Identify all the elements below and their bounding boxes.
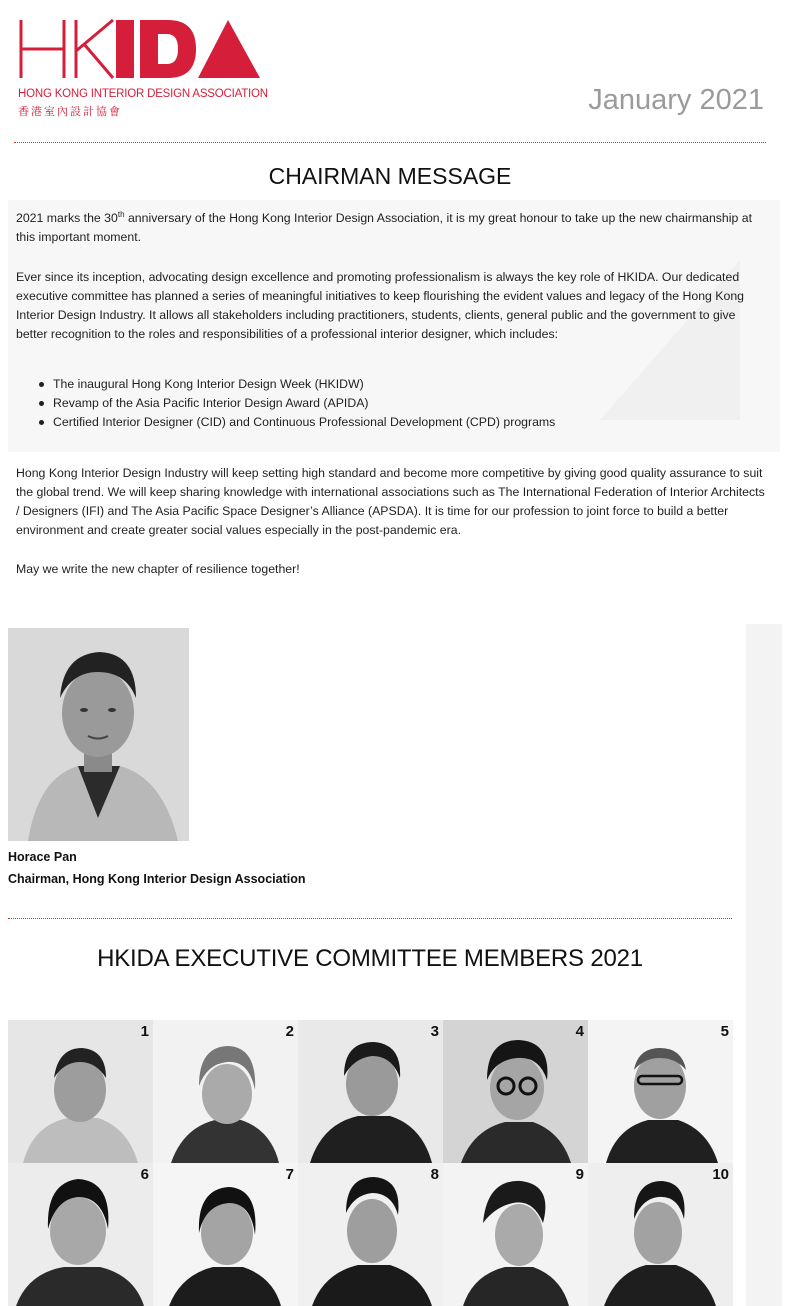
- member-portrait-icon: [8, 1020, 153, 1163]
- message-paragraph-3: Hong Kong Interior Design Industry will keep setting high standard and become more competitive by giving good quality assurance to suit the global trend. We will keep sharing knowledge with international associations such as The International Federation of Interior Architects / Designers (IFI) and The Asia Pacific Space Designer’s Alliance (APSDA). It is time for our profession to joint force to build a better environment and create greater social values especially in the post-pandemic era.: [16, 466, 765, 537]
- member-portrait-icon: [153, 1163, 298, 1306]
- chairman-message-title: CHAIRMAN MESSAGE: [268, 163, 512, 189]
- member-portrait-icon: [298, 1020, 443, 1163]
- committee-member-photo: [153, 1020, 298, 1163]
- member-number: 1: [140, 1023, 149, 1040]
- issue-date: January 2021: [588, 84, 764, 116]
- header-divider: [14, 142, 766, 143]
- committee-member-photo: [8, 1163, 153, 1306]
- committee-photo-grid: [8, 1020, 730, 1306]
- hkida-logo[interactable]: [18, 18, 268, 118]
- member-number: 4: [575, 1023, 584, 1040]
- member-number: 7: [285, 1166, 294, 1183]
- member-number: 6: [140, 1166, 149, 1183]
- side-panel: [746, 624, 782, 1306]
- committee-member-photo: [298, 1020, 443, 1163]
- member-portrait-icon: [443, 1020, 588, 1163]
- chairman-portrait-illustration: [8, 628, 189, 841]
- member-number: 5: [720, 1023, 729, 1040]
- chairman-name: Horace Pan: [8, 850, 77, 864]
- message-paragraph-4: May we write the new chapter of resilience together!: [16, 562, 300, 576]
- committee-title: HKIDA EXECUTIVE COMMITTEE MEMBERS 2021: [97, 945, 643, 972]
- section-divider: [8, 918, 732, 919]
- member-portrait-icon: [588, 1163, 733, 1306]
- member-portrait-icon: [443, 1163, 588, 1306]
- member-portrait-icon: [8, 1163, 153, 1306]
- chairman-role: Chairman, Hong Kong Interior Design Association: [8, 872, 306, 886]
- member-number: 9: [575, 1166, 584, 1183]
- committee-member-photo: [8, 1020, 153, 1163]
- committee-member-photo: [588, 1020, 733, 1163]
- initiatives-list: [53, 375, 753, 432]
- ordinal-suffix: th: [117, 209, 125, 219]
- member-portrait-icon: [153, 1020, 298, 1163]
- member-number: 10: [712, 1166, 729, 1183]
- member-portrait-icon: [588, 1020, 733, 1163]
- committee-member-photo: [588, 1163, 733, 1306]
- member-number: 2: [285, 1023, 294, 1040]
- list-item: Certified Interior Designer (CID) and Continuous Professional Development (CPD) programs: [53, 413, 753, 432]
- association-name-cn: 香港室內設計協會: [18, 105, 122, 118]
- message-paragraph-2: Ever since its inception, advocating design excellence and promoting professionalism is always the key role of HKIDA. Our dedicated executive committee has planned a series of meaningful initiatives to keep flourishing the evident values and legacy of the Hong Kong Interior Design Industry. It allows all stakeholders including practitioners, students, clients, general public and the government to give better recognition to the roles and responsibilities of a professional interior designer, which includes:: [16, 270, 745, 341]
- paragraph-1-start: 2021 marks the 30: [16, 211, 118, 225]
- committee-member-photo: [153, 1163, 298, 1306]
- committee-member-photo: [298, 1163, 443, 1306]
- association-name-en: HONG KONG INTERIOR DESIGN ASSOCIATION: [18, 88, 268, 100]
- message-paragraph-1: [16, 209, 768, 247]
- committee-member-photo: [443, 1163, 588, 1306]
- member-portrait-icon: [298, 1163, 443, 1306]
- chairman-photo: [8, 628, 189, 841]
- member-number: 8: [430, 1166, 439, 1183]
- list-item: Revamp of the Asia Pacific Interior Design Award (APIDA): [53, 394, 753, 413]
- paragraph-1-end: anniversary of the Hong Kong Interior Design Association, it is my great honour to take up the new chairmanship at this important moment.: [16, 211, 753, 244]
- hkida-logo-mark: [18, 18, 263, 82]
- committee-member-photo: [443, 1020, 588, 1163]
- list-item: The inaugural Hong Kong Interior Design Week (HKIDW): [53, 375, 753, 394]
- newsletter-header: [0, 0, 792, 140]
- member-number: 3: [430, 1023, 439, 1040]
